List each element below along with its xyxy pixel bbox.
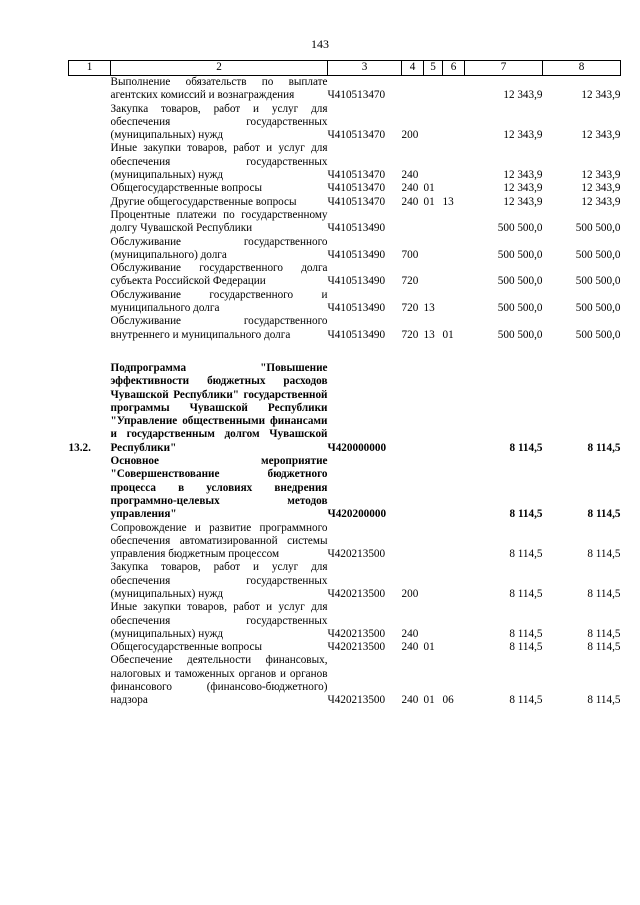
spacer-cell — [69, 342, 621, 362]
amount-year-2: 12 343,9 — [581, 89, 621, 102]
table-row — [69, 601, 621, 641]
expense-type-code: 240 — [401, 641, 419, 654]
row-name: Обслуживание государственного (муниципального) долга — [110, 235, 328, 261]
amount-year-1: 12 343,9 — [503, 195, 543, 208]
amount-year-1: 500 500,0 — [497, 248, 543, 261]
row-number — [69, 455, 111, 521]
target-article-code: Ч420213500 — [327, 548, 386, 561]
amount-year-1: 8 114,5 — [509, 441, 543, 454]
amount-year-2: 12 343,9 — [581, 129, 621, 142]
table-row — [69, 455, 621, 521]
target-article-code: Ч410513490 — [327, 248, 386, 261]
amount-year-2: 12 343,9 — [581, 195, 621, 208]
column-header: 4 — [402, 61, 424, 76]
row-name: Иные закупки товаров, работ и услуг для обеспечения государственных (муниципальных) нужд — [110, 142, 328, 182]
row-number — [69, 182, 111, 195]
row-number — [69, 289, 111, 316]
target-article-code: Ч410513490 — [327, 222, 386, 235]
subsection-code: 13 — [442, 195, 454, 208]
expense-type-code: 200 — [401, 129, 419, 142]
row-number — [69, 315, 111, 342]
expense-type-code: 240 — [401, 694, 419, 707]
table-row — [69, 654, 621, 707]
section-code: 01 — [423, 182, 435, 195]
target-article-code: Ч420213500 — [327, 694, 386, 707]
target-article-code: Ч420213500 — [327, 641, 386, 654]
amount-year-2: 500 500,0 — [575, 248, 621, 261]
table-row — [69, 142, 621, 182]
subsection-code — [443, 142, 465, 182]
row-name: Обеспечение деятельности финансовых, налоговых и таможенных органов и органов финансового (финансово-бюджетного) надзора — [110, 654, 328, 707]
expense-type-code: 240 — [401, 182, 419, 195]
target-article-code: Ч410513470 — [327, 182, 386, 195]
amount-year-2: 8 114,5 — [587, 508, 621, 521]
amount-year-1: 500 500,0 — [497, 328, 543, 341]
amount-year-2: 8 114,5 — [587, 587, 621, 600]
page-number: 143 — [311, 37, 329, 51]
row-name: Закупка товаров, работ и услуг для обеспечения государственных (муниципальных) нужд — [110, 561, 328, 600]
table-row — [69, 641, 621, 654]
amount-year-2: 500 500,0 — [575, 328, 621, 341]
row-name: Процентные платежи по государственному долгу Чувашской Республики — [110, 208, 328, 235]
table-row — [69, 362, 621, 455]
row-number — [69, 76, 111, 103]
table-row — [69, 315, 621, 342]
expense-type-code: 700 — [401, 248, 419, 261]
expense-type-code: 720 — [401, 328, 419, 341]
expense-type-code — [402, 209, 424, 236]
target-article-code: Ч410513470 — [327, 195, 386, 208]
expense-type-code: 240 — [401, 195, 419, 208]
row-name: Обслуживание государственного долга субъекта Российской Федерации — [110, 262, 328, 288]
row-number — [69, 601, 111, 641]
expense-type-code: 240 — [401, 169, 419, 182]
target-article-code: Ч410513470 — [327, 169, 386, 182]
target-article-code: Ч410513490 — [327, 302, 386, 315]
expense-type-code — [402, 76, 424, 103]
table-row — [69, 76, 621, 103]
amount-year-1: 12 343,9 — [503, 169, 543, 182]
table-row — [69, 236, 621, 263]
table-row — [69, 262, 621, 289]
subsection-code — [443, 236, 465, 263]
row-number — [69, 561, 111, 601]
subsection-code — [443, 455, 465, 521]
row-number — [69, 196, 111, 209]
row-number: 13.2. — [68, 441, 91, 454]
expense-type-code — [402, 362, 424, 455]
section-code — [424, 601, 443, 641]
amount-year-1: 12 343,9 — [503, 129, 543, 142]
amount-year-1: 500 500,0 — [497, 302, 543, 315]
target-article-code: Ч420000000 — [327, 441, 387, 454]
section-code — [424, 455, 443, 521]
row-number — [69, 236, 111, 263]
column-header: 3 — [328, 61, 402, 76]
subsection-code — [443, 103, 465, 143]
row-name: Подпрограмма "Повышение эффективности бюджетных расходов Чувашской Республики" государственной программы Чувашской Республики "Управление общественными финансами и государственным долгом Чувашской Республики" — [110, 361, 328, 454]
expense-type-code — [402, 522, 424, 562]
amount-year-2: 500 500,0 — [575, 275, 621, 288]
column-header: 1 — [69, 61, 111, 76]
target-article-code: Ч420213500 — [327, 587, 386, 600]
expense-type-code: 720 — [401, 275, 419, 288]
section-code — [424, 561, 443, 601]
section-code: 01 — [423, 694, 435, 707]
subsection-code — [443, 209, 465, 236]
amount-year-2: 500 500,0 — [575, 222, 621, 235]
row-number — [69, 522, 111, 562]
table-row — [69, 196, 621, 209]
row-number — [69, 641, 111, 654]
expense-type-code: 200 — [401, 587, 419, 600]
subsection-code — [443, 289, 465, 316]
target-article-code: Ч420200000 — [327, 508, 387, 521]
amount-year-1: 8 114,5 — [509, 508, 543, 521]
section-code — [424, 209, 443, 236]
row-name: Другие общегосударственные вопросы — [110, 195, 297, 208]
spacer-row — [69, 342, 621, 362]
amount-year-2: 8 114,5 — [587, 548, 621, 561]
section-code: 13 — [423, 302, 435, 315]
table-row — [69, 182, 621, 195]
expense-type-code — [402, 455, 424, 521]
section-code: 13 — [423, 328, 435, 341]
amount-year-1: 8 114,5 — [509, 694, 543, 707]
subsection-code — [443, 641, 465, 654]
target-article-code: Ч410513490 — [327, 328, 386, 341]
target-article-code: Ч410513470 — [327, 89, 386, 102]
row-number — [69, 262, 111, 289]
column-header: 8 — [543, 61, 621, 76]
table-row — [69, 103, 621, 143]
subsection-code: 01 — [442, 328, 454, 341]
column-header: 7 — [465, 61, 543, 76]
amount-year-1: 12 343,9 — [503, 182, 543, 195]
section-code — [424, 236, 443, 263]
column-header: 6 — [443, 61, 465, 76]
row-name: Иные закупки товаров, работ и услуг для обеспечения государственных (муниципальных) нужд — [110, 601, 328, 640]
row-name: Выполнение обязательств по выплате агентских комиссий и вознаграждения — [110, 76, 328, 102]
subsection-code — [443, 601, 465, 641]
expense-type-code: 240 — [401, 627, 419, 640]
section-code — [424, 262, 443, 289]
target-article-code: Ч410513490 — [327, 275, 386, 288]
amount-year-1: 500 500,0 — [497, 275, 543, 288]
section-code — [424, 362, 443, 455]
row-name: Обслуживание государственного внутреннего и муниципального долга — [110, 315, 328, 341]
row-name: Общегосударственные вопросы — [110, 641, 263, 654]
amount-year-2: 8 114,5 — [587, 441, 621, 454]
row-number — [69, 654, 111, 707]
amount-year-1: 8 114,5 — [509, 627, 543, 640]
row-name: Обслуживание государственного и муниципального долга — [110, 288, 328, 315]
amount-year-2: 8 114,5 — [587, 641, 621, 654]
amount-year-2: 8 114,5 — [587, 694, 621, 707]
target-article-code: Ч420213500 — [327, 627, 386, 640]
row-name: Общегосударственные вопросы — [110, 182, 263, 195]
section-code: 01 — [423, 195, 435, 208]
table-body — [69, 76, 621, 708]
section-code — [424, 103, 443, 143]
target-article-code: Ч410513470 — [327, 129, 386, 142]
row-name: Основное мероприятие "Совершенствование бюджетного процесса в условиях внедрения программно-целевых методов управления" — [110, 455, 328, 521]
subsection-code — [443, 362, 465, 455]
row-number — [69, 142, 111, 182]
amount-year-2: 12 343,9 — [581, 182, 621, 195]
amount-year-1: 500 500,0 — [497, 222, 543, 235]
column-header: 2 — [111, 61, 328, 76]
row-name: Закупка товаров, работ и услуг для обеспечения государственных (муниципальных) нужд — [110, 102, 328, 142]
section-code — [424, 522, 443, 562]
section-code: 01 — [423, 641, 435, 654]
table-row — [69, 522, 621, 562]
amount-year-1: 8 114,5 — [509, 587, 543, 600]
section-code — [424, 76, 443, 103]
table-header-row — [69, 61, 621, 76]
section-code — [424, 142, 443, 182]
row-number — [69, 209, 111, 236]
row-name: Сопровождение и развитие программного обеспечения автоматизированной системы управления бюджетным процессом — [110, 521, 328, 561]
subsection-code — [443, 182, 465, 195]
subsection-code — [443, 262, 465, 289]
column-header: 5 — [424, 61, 443, 76]
amount-year-1: 12 343,9 — [503, 89, 543, 102]
expense-type-code: 720 — [401, 302, 419, 315]
table-row — [69, 561, 621, 601]
row-number — [69, 103, 111, 143]
amount-year-2: 12 343,9 — [581, 169, 621, 182]
table-row — [69, 289, 621, 316]
table-row — [69, 209, 621, 236]
subsection-code — [443, 522, 465, 562]
subsection-code — [443, 561, 465, 601]
amount-year-1: 8 114,5 — [509, 641, 543, 654]
budget-table — [68, 60, 621, 708]
amount-year-1: 8 114,5 — [509, 548, 543, 561]
amount-year-2: 500 500,0 — [575, 302, 621, 315]
amount-year-2: 8 114,5 — [587, 627, 621, 640]
subsection-code — [443, 76, 465, 103]
subsection-code: 06 — [442, 694, 454, 707]
